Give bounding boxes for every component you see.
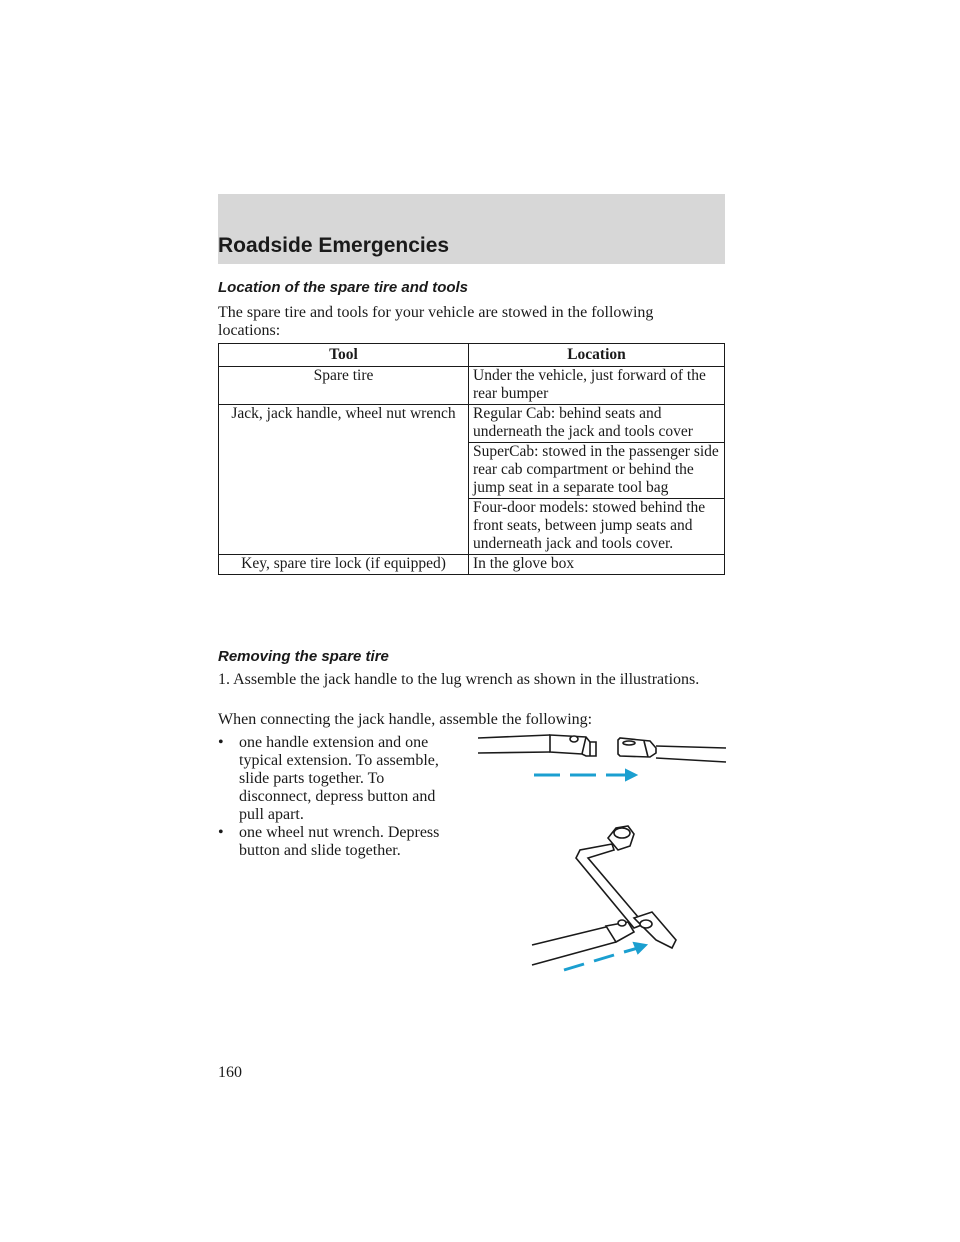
bullet-item-extension: [218, 734, 458, 824]
location-cell: SuperCab: stowed in the passenger side rear cab compartment or behind the jump seat in a separate tool bag: [469, 443, 725, 499]
tool-cell: Spare tire: [219, 367, 469, 405]
wheel-nut-wrench-illustration: [530, 820, 690, 980]
bullet-icon: •: [218, 734, 224, 751]
bullet-item-wrench: [218, 824, 458, 860]
bullet-icon: •: [218, 824, 224, 841]
location-cell: Under the vehicle, just forward of the rear bumper: [469, 367, 725, 405]
location-cell: Regular Cab: behind seats and underneath the jack and tools cover: [469, 405, 725, 443]
extension-illustration: [478, 730, 728, 792]
table-row: [219, 367, 725, 405]
tool-cell: Key, spare tire lock (if equipped): [219, 555, 469, 575]
tool-cell: Jack, jack handle, wheel nut wrench: [219, 405, 469, 555]
bullet-text: one handle extension and one typical extension. To assemble, slide parts together. To disconnect, depress button and pull apart.: [239, 734, 439, 823]
tools-table: [218, 343, 725, 575]
spare-location-intro: The spare tire and tools for your vehicle are stowed in the following locations:: [218, 304, 654, 339]
section-title: Roadside Emergencies: [218, 234, 450, 257]
removing-heading: Removing the spare tire: [218, 648, 389, 665]
table-row: [219, 405, 725, 443]
connecting-text: When connecting the jack handle, assemble the following:: [218, 711, 593, 728]
table-header-row: [219, 344, 725, 367]
bullet-text: one wheel nut wrench. Depress button and slide together.: [239, 824, 440, 859]
column-header-tool: Tool: [219, 344, 469, 367]
column-header-location: Location: [469, 344, 725, 367]
page-number: 160: [218, 1064, 242, 1081]
location-cell: Four-door models: stowed behind the front seats, between jump seats and underneath jack and tools cover.: [469, 499, 725, 555]
location-cell: In the glove box: [469, 555, 725, 575]
step-1-text: 1. Assemble the jack handle to the lug wrench as shown in the illustrations.: [218, 671, 700, 688]
table-row: [219, 555, 725, 575]
spare-location-heading: Location of the spare tire and tools: [218, 279, 469, 296]
